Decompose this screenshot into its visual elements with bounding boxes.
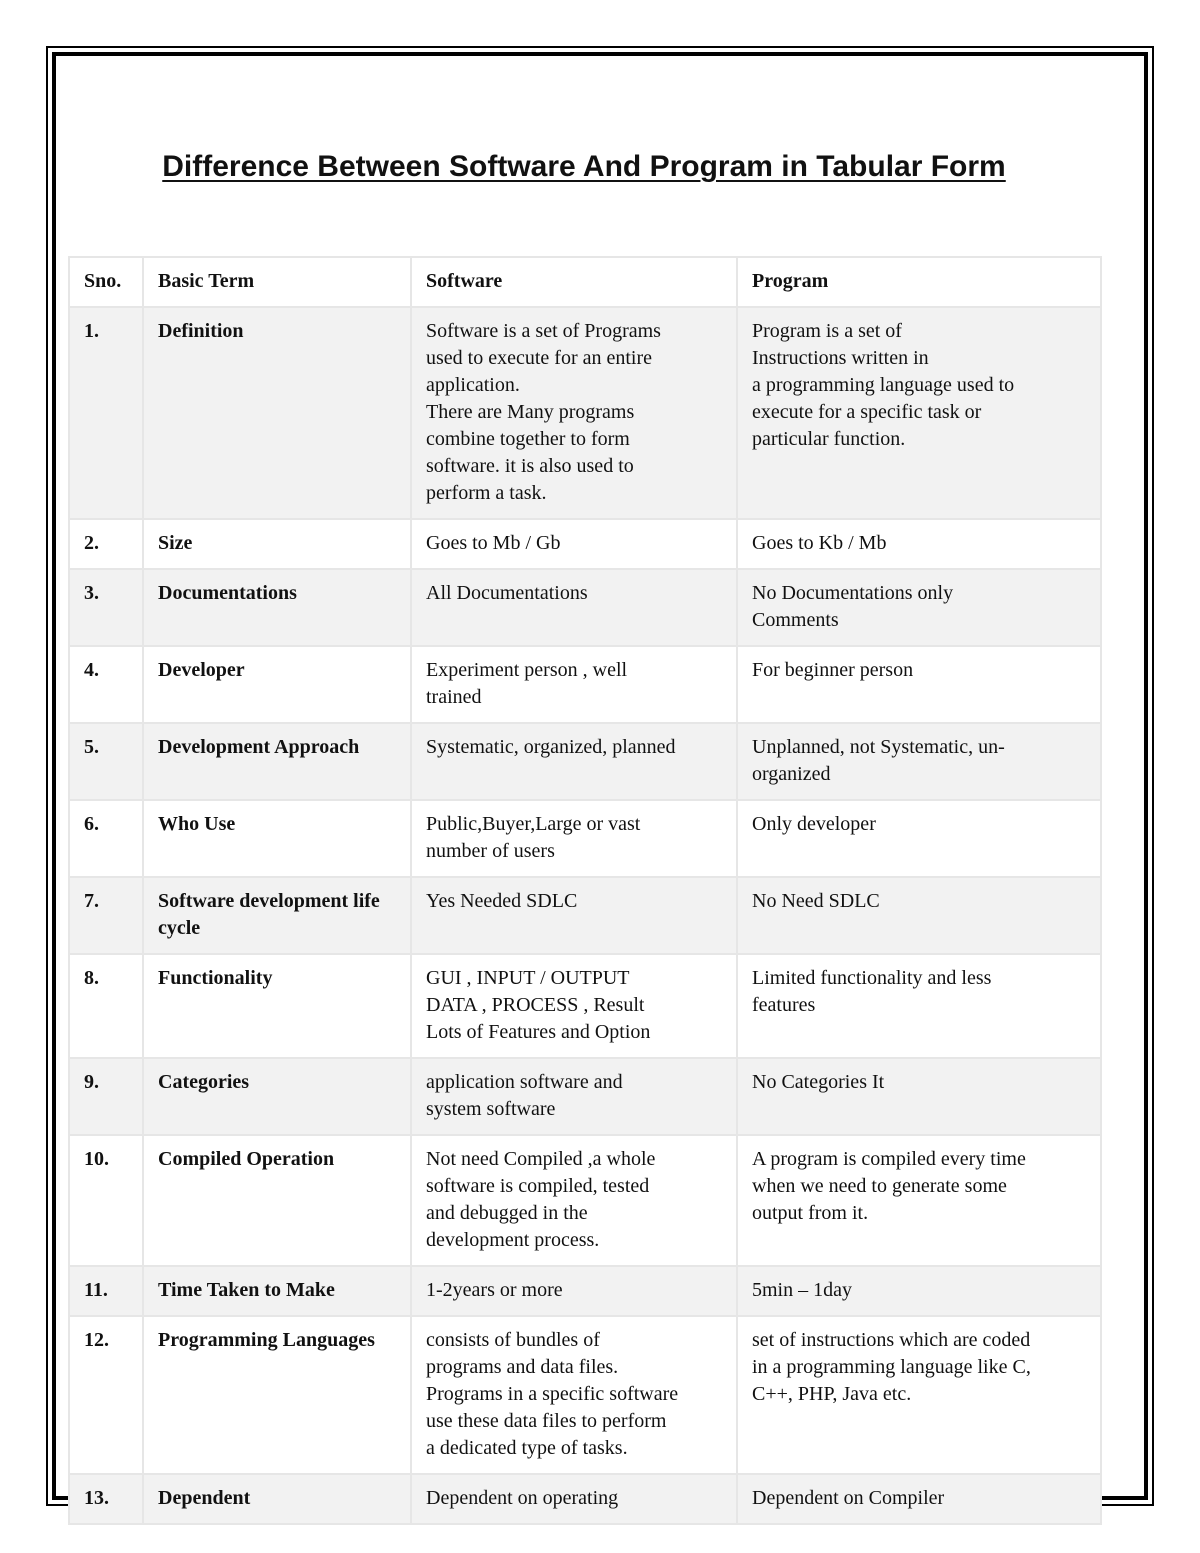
sno-cell: 4. (69, 646, 143, 723)
sno-cell: 6. (69, 800, 143, 877)
header-sno: Sno. (69, 257, 143, 307)
basic-term-cell: Dependent (143, 1474, 411, 1524)
software-cell (411, 519, 737, 569)
sno-cell: 10. (69, 1135, 143, 1266)
program-line: set of instructions which are coded (752, 1329, 1031, 1351)
basic-term-cell: Compiled Operation (143, 1135, 411, 1266)
basic-term-cell: Development Approach (143, 723, 411, 800)
sno-cell: 13. (69, 1474, 143, 1524)
software-cell (411, 569, 737, 646)
header-program: Program (737, 257, 1101, 307)
sno-cell: 12. (69, 1316, 143, 1474)
program-cell (737, 1135, 1101, 1266)
program-cell (737, 1474, 1101, 1524)
program-line: No Need SDLC (752, 890, 880, 912)
program-line: in a programming language like C, (752, 1356, 1031, 1378)
basic-term-cell: Definition (143, 307, 411, 519)
sno-cell: 5. (69, 723, 143, 800)
software-line: software is compiled, tested (426, 1175, 650, 1197)
table-row (69, 954, 1101, 1058)
software-line: programs and data files. (426, 1356, 619, 1378)
sno-cell: 9. (69, 1058, 143, 1135)
software-line: 1-2years or more (426, 1279, 563, 1301)
software-line: Goes to Mb / Gb (426, 532, 561, 554)
software-line: DATA , PROCESS , Result (426, 994, 645, 1016)
program-cell (737, 646, 1101, 723)
software-cell (411, 877, 737, 954)
software-line: software. it is also used to (426, 455, 634, 477)
program-cell (737, 519, 1101, 569)
basic-term-cell: Developer (143, 646, 411, 723)
table-row (69, 1266, 1101, 1316)
sno-cell: 3. (69, 569, 143, 646)
program-cell (737, 1266, 1101, 1316)
table-row (69, 646, 1101, 723)
program-line: No Documentations only (752, 582, 954, 604)
software-line: number of users (426, 840, 555, 862)
basic-term-cell: Size (143, 519, 411, 569)
sno-cell: 11. (69, 1266, 143, 1316)
program-line: Limited functionality and less (752, 967, 992, 989)
software-line: Lots of Features and Option (426, 1021, 651, 1043)
program-line: For beginner person (752, 659, 914, 681)
program-line: execute for a specific task or (752, 401, 982, 423)
software-line: trained (426, 686, 482, 708)
basic-term-cell: Time Taken to Make (143, 1266, 411, 1316)
basic-term-cell: Who Use (143, 800, 411, 877)
program-cell (737, 569, 1101, 646)
software-line: Software is a set of Programs (426, 320, 661, 342)
software-line: use these data files to perform (426, 1410, 667, 1432)
program-line: 5min – 1day (752, 1279, 852, 1301)
software-line: development process. (426, 1229, 600, 1251)
software-line: perform a task. (426, 482, 547, 504)
software-line: Not need Compiled ,a whole (426, 1148, 656, 1170)
program-line: Dependent on Compiler (752, 1487, 945, 1509)
software-cell (411, 1135, 737, 1266)
software-cell (411, 646, 737, 723)
software-line: application. (426, 374, 520, 396)
program-line: when we need to generate some (752, 1175, 1007, 1197)
program-line: Comments (752, 609, 839, 631)
program-cell (737, 723, 1101, 800)
software-line: Programs in a specific software (426, 1383, 679, 1405)
table-header-row (69, 257, 1101, 307)
basic-term-cell: Programming Languages (143, 1316, 411, 1474)
software-line: a dedicated type of tasks. (426, 1437, 628, 1459)
table-row (69, 800, 1101, 877)
program-line: Only developer (752, 813, 876, 835)
software-cell (411, 1266, 737, 1316)
program-cell (737, 877, 1101, 954)
basic-term-cell: Documentations (143, 569, 411, 646)
table-row (69, 1135, 1101, 1266)
program-cell (737, 1058, 1101, 1135)
software-line: system software (426, 1098, 556, 1120)
table-row (69, 1474, 1101, 1524)
basic-term-cell: Software development life cycle (143, 877, 411, 954)
program-line: A program is compiled every time (752, 1148, 1026, 1170)
program-line: Program is a set of (752, 320, 902, 342)
software-line: application software and (426, 1071, 623, 1093)
software-cell (411, 800, 737, 877)
program-cell (737, 800, 1101, 877)
software-line: and debugged in the (426, 1202, 588, 1224)
sno-cell: 2. (69, 519, 143, 569)
table-row (69, 569, 1101, 646)
software-line: Systematic, organized, planned (426, 736, 676, 758)
table-row (69, 1058, 1101, 1135)
software-cell (411, 954, 737, 1058)
software-line: Experiment person , well (426, 659, 628, 681)
software-cell (411, 1474, 737, 1524)
table-row (69, 877, 1101, 954)
program-line: Instructions written in (752, 347, 929, 369)
sno-cell: 7. (69, 877, 143, 954)
basic-term-cell: Categories (143, 1058, 411, 1135)
table-row (69, 307, 1101, 519)
program-line: No Categories It (752, 1071, 885, 1093)
program-line: organized (752, 763, 831, 785)
program-line: particular function. (752, 428, 906, 450)
program-line: a programming language used to (752, 374, 1015, 396)
sno-cell: 1. (69, 307, 143, 519)
software-line: Public,Buyer,Large or vast (426, 813, 641, 835)
program-cell (737, 1316, 1101, 1474)
header-basic-term: Basic Term (143, 257, 411, 307)
program-line: Goes to Kb / Mb (752, 532, 887, 554)
software-line: All Documentations (426, 582, 588, 604)
table-row (69, 1316, 1101, 1474)
software-cell (411, 723, 737, 800)
program-line: C++, PHP, Java etc. (752, 1383, 912, 1405)
software-cell (411, 307, 737, 519)
table-row (69, 723, 1101, 800)
basic-term-cell: Functionality (143, 954, 411, 1058)
table-row (69, 519, 1101, 569)
program-cell (737, 307, 1101, 519)
document-title: Difference Between Software And Program in Tabular Form (162, 150, 1006, 183)
software-line: used to execute for an entire (426, 347, 653, 369)
program-line: Unplanned, not Systematic, un- (752, 736, 1005, 758)
software-line: Yes Needed SDLC (426, 890, 578, 912)
software-line: There are Many programs (426, 401, 635, 423)
software-line: Dependent on operating (426, 1487, 619, 1509)
program-line: output from it. (752, 1202, 869, 1224)
software-line: consists of bundles of (426, 1329, 600, 1351)
sno-cell: 8. (69, 954, 143, 1058)
software-line: GUI , INPUT / OUTPUT (426, 967, 630, 989)
software-line: combine together to form (426, 428, 630, 450)
program-line: features (752, 994, 816, 1016)
comparison-table (68, 256, 1102, 1525)
software-cell (411, 1316, 737, 1474)
program-cell (737, 954, 1101, 1058)
software-cell (411, 1058, 737, 1135)
header-software: Software (411, 257, 737, 307)
